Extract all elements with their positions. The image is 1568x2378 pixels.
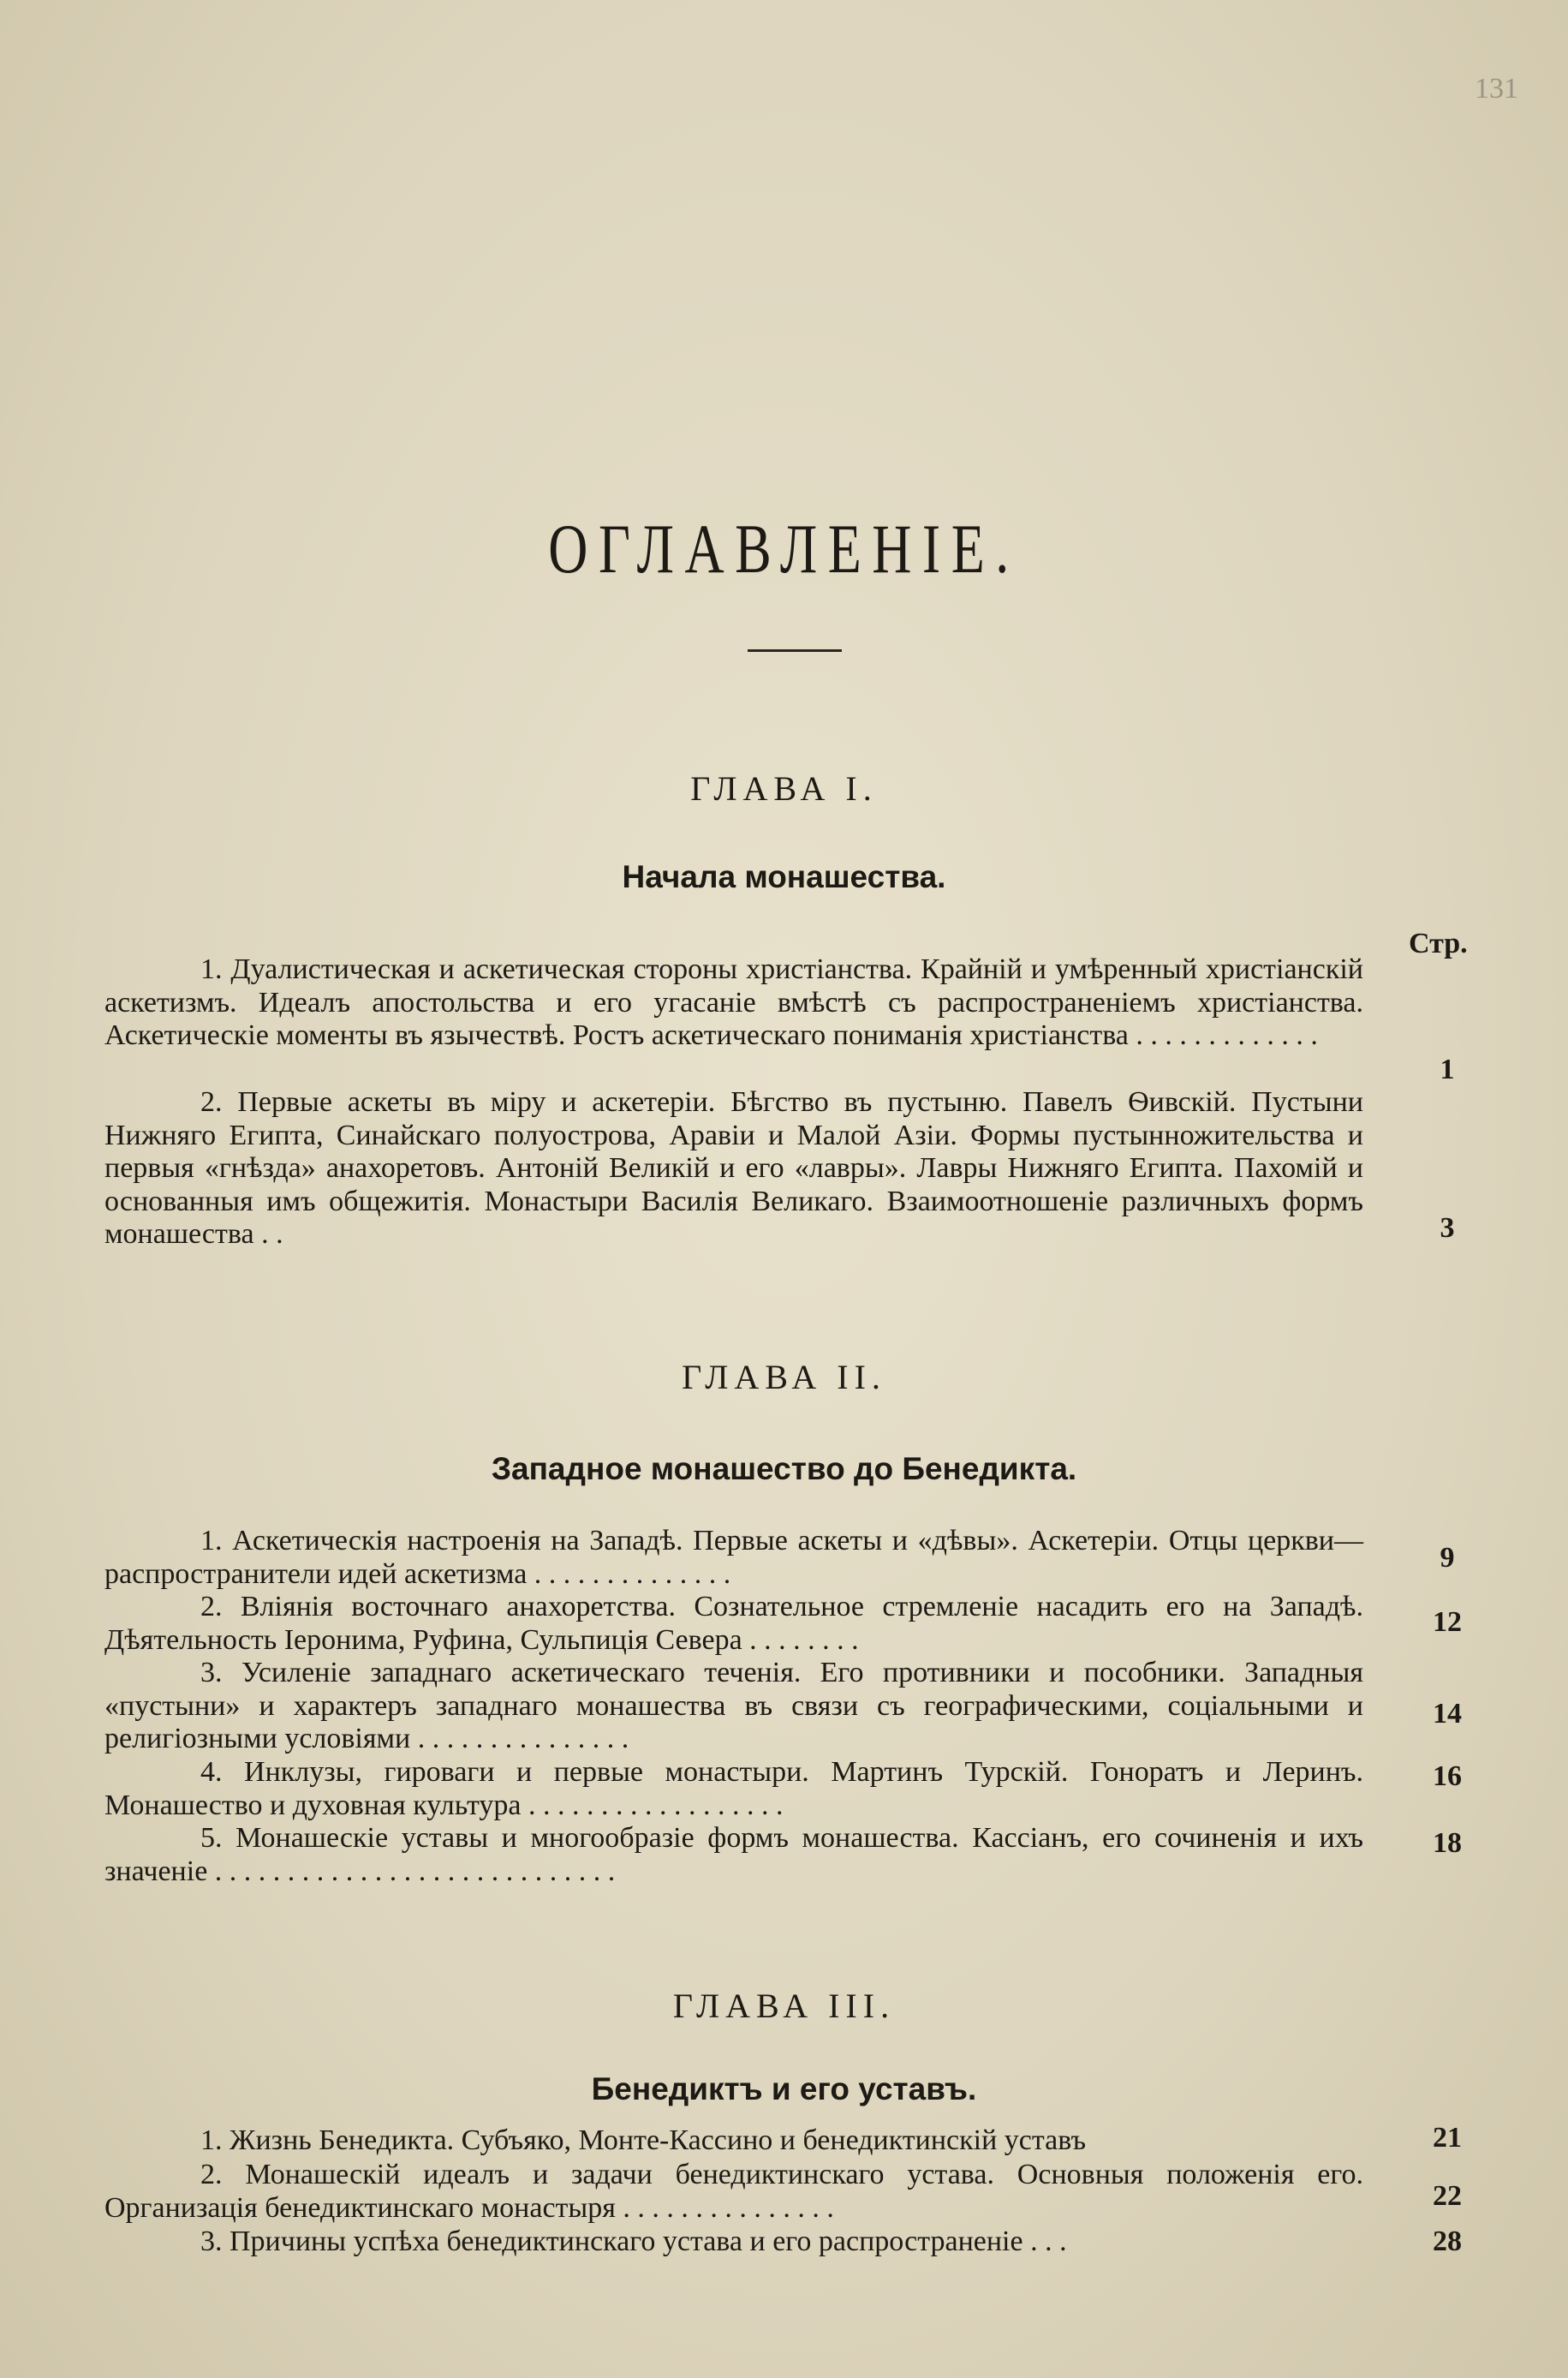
toc-entry-1-1-page: 1 [1440,1054,1455,1085]
toc-entry-2-1-page: 9 [1440,1542,1455,1574]
chapter-2-label: ГЛАВА II. [682,1358,886,1396]
toc-entry-2-2-page: 12 [1433,1606,1462,1638]
page-title: ОГЛАВЛЕНІЕ. [548,510,1020,588]
toc-entry-3-2-page: 22 [1433,2180,1462,2212]
toc-entry-2-1: 1. Аскетическія настроенія на Западѣ. Первые аскеты и «дѣвы». Аскетеріи. Отцы церкви—распространители идей аскетизма . . . . . . . . . . . . . . [104,1525,1363,1590]
toc-entry-3-3-page: 28 [1433,2226,1462,2257]
toc-entry-3-2: 2. Монашескій идеалъ и задачи бенедиктинскаго устава. Основныя положенія его. Организація бенедиктинскаго монастыря . . . . . . . . . . . . . . . [104,2159,1363,2224]
chapter-1-title: Начала монашества. [622,859,946,894]
toc-entry-1-2-page: 3 [1440,1212,1455,1244]
chapter-1-label: ГЛАВА I. [690,769,878,808]
toc-entry-3-3: 3. Причины успѣха бенедиктинскаго устава и его распространеніе . . . [200,2226,1067,2257]
toc-entry-2-3-page: 14 [1433,1698,1462,1730]
title-divider [748,649,842,652]
page-column-header: Стр. [1409,928,1468,959]
toc-entry-2-4-page: 16 [1433,1760,1462,1792]
toc-entry-3-1: 1. Жизнь Бенедикта. Субъяко, Монте-Кассино и бенедиктинскій уставъ [200,2124,1087,2156]
chapter-3-title: Бенедиктъ и его уставъ. [591,2071,977,2106]
toc-entry-2-2: 2. Вліянія восточнаго анахоретства. Сознательное стремленіе насадить его на Западѣ. Дѣятельность Іеронима, Руфина, Сульпиція Севера . . . . . . . . [104,1591,1363,1656]
toc-entry-1-1: 1. Дуалистическая и аскетическая стороны христіанства. Крайній и умѣренный христіанскій аскетизмъ. Идеалъ апостольства и его угасаніе вмѣстѣ съ распространеніемъ христіанства. Аскетическіе моменты въ язычествѣ. Ростъ аскетическаго пониманія христіанства . . . . . . . . . . . . . [104,953,1363,1051]
toc-entry-1-2: 2. Первые аскеты въ міру и аскетеріи. Бѣгство въ пустыню. Павелъ Ѳивскій. Пустыни Нижняго Египта, Синайскаго полуострова, Аравіи и Малой Азіи. Формы пустынножительства и первыя «гнѣзда» анахоретовъ. Антоній Великій и его «лавры». Лавры Нижняго Египта. Пахомій и основанныя имъ общежитія. Монастыри Василія Великаго. Взаимоотношеніе различныхъ формъ монашества . . [104,1086,1363,1250]
chapter-2-title: Западное монашество до Бенедикта. [491,1451,1077,1486]
toc-entry-2-5: 5. Монашескіе уставы и многообразіе формъ монашества. Кассіанъ, его сочиненія и ихъ значеніе . . . . . . . . . . . . . . . . . . . . . . . . . . . . [104,1822,1363,1887]
chapter-3-label: ГЛАВА III. [672,1987,896,2025]
toc-entry-2-5-page: 18 [1433,1827,1462,1859]
page-number: 131 [1475,73,1518,105]
toc-entry-3-1-page: 21 [1433,2122,1462,2154]
toc-entry-2-4: 4. Инклузы, гироваги и первые монастыри. Мартинъ Турскій. Гоноратъ и Леринъ. Монашество и духовная культура . . . . . . . . . . . . . . . . . . [104,1756,1363,1821]
toc-entry-2-3: 3. Усиленіе западнаго аскетическаго теченія. Его противники и пособники. Западныя «пустыни» и характеръ западнаго монашества въ связи съ географическими, соціальными и религіозными условіями . . . . . . . . . . . . . . . [104,1657,1363,1754]
